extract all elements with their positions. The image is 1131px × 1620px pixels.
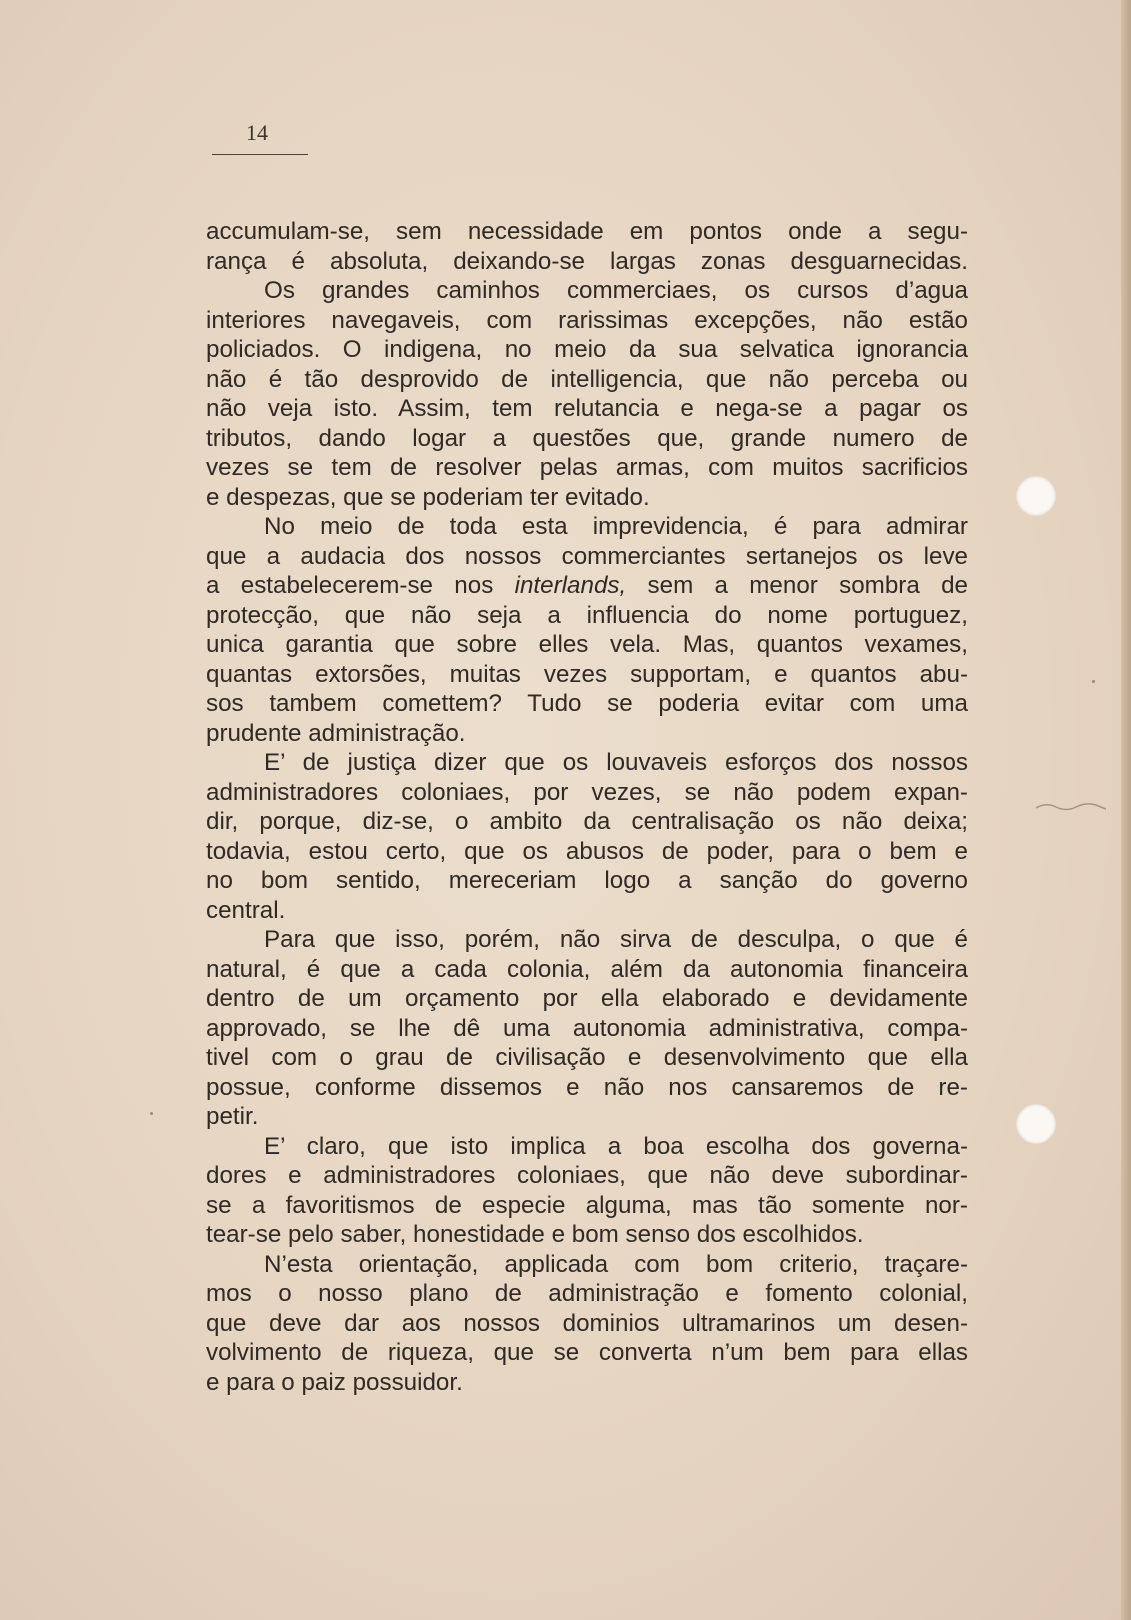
- text-line: accumulam-se, sem necessidade em pontos onde a segu-: [206, 218, 968, 245]
- paper-speck: [1092, 680, 1095, 683]
- punch-hole-bottom: [1016, 1104, 1056, 1144]
- punch-hole-top: [1016, 476, 1056, 516]
- page-number-rule: [212, 154, 308, 155]
- text-line: petir.: [206, 1103, 259, 1130]
- paper-speck: [150, 1112, 153, 1115]
- text-line: E’ claro, que isto implica a boa escolha dos governa-: [264, 1132, 968, 1160]
- body-text: [206, 217, 968, 1397]
- text-line: central.: [206, 896, 286, 924]
- text-line: administradores coloniaes, por vezes, se não podem expan-: [206, 778, 968, 806]
- text-line: volvimento de riqueza, que se converta n’um bem para ellas: [206, 1339, 968, 1366]
- text-segment: a estabelecerem-se nos: [206, 572, 515, 599]
- text-line: unica garantia que sobre elles vela. Mas, quantos vexames,: [206, 631, 968, 658]
- text-line: todavia, estou certo, que os abusos de poder, para o bem e: [206, 837, 968, 865]
- text-line: dentro de um orçamento por ella elaborado e devidamente: [206, 985, 968, 1012]
- text-line: vezes se tem de resolver pelas armas, com muitos sacrificios: [206, 454, 968, 481]
- text-line: dir, porque, diz-se, o ambito da centralisação os não deixa;: [206, 808, 968, 835]
- text-line: e para o paiz possuidor.: [206, 1368, 463, 1396]
- text-line: não é tão desprovido de intelligencia, que não perceba ou: [206, 365, 968, 393]
- text-line: e despezas, que se poderiam ter evitado.: [206, 483, 650, 511]
- text-line: que a audacia dos nossos commerciantes sertanejos os leve: [206, 542, 968, 570]
- text-line: se a favoritismos de especie alguma, mas tão somente nor-: [206, 1191, 968, 1219]
- text-line: protecção, que não seja a influencia do nome portuguez,: [206, 601, 968, 629]
- text-line: approvado, se lhe dê uma autonomia administrativa, compa-: [206, 1014, 968, 1042]
- text-line: não veja isto. Assim, tem relutancia e nega-se a pagar os: [206, 395, 968, 422]
- text-line: prudente administração.: [206, 719, 466, 747]
- text-line: interiores navegaveis, com rarissimas excepções, não estão: [206, 306, 968, 334]
- text-line: Os grandes caminhos commerciaes, os cursos d’agua: [264, 277, 968, 304]
- text-line: que deve dar aos nossos dominios ultramarinos um desen-: [206, 1309, 968, 1337]
- paper-smudge: [1036, 800, 1106, 814]
- text-line: tivel com o grau de civilisação e desenvolvimento que ella: [206, 1044, 968, 1071]
- text-line: tear-se pelo saber, honestidade e bom senso dos escolhidos.: [206, 1221, 864, 1248]
- page-edge: [1121, 0, 1131, 1620]
- text-line: sos tambem comettem? Tudo se poderia evitar com uma: [206, 690, 968, 717]
- text-line: N’esta orientação, applicada com bom criterio, traçare-: [264, 1250, 968, 1278]
- page-number: 14: [246, 120, 268, 145]
- text-line: E’ de justiça dizer que os louvaveis esforços dos nossos: [264, 749, 968, 776]
- italic-term: interlands,: [514, 572, 627, 599]
- text-line: dores e administradores coloniaes, que não deve subordinar-: [206, 1162, 968, 1189]
- text-line: [206, 571, 968, 601]
- text-segment: sem a menor sombra de: [626, 572, 968, 599]
- text-line: No meio de toda esta imprevidencia, é para admirar: [264, 513, 968, 540]
- text-line: tributos, dando logar a questões que, grande numero de: [206, 424, 968, 452]
- text-line: Para que isso, porém, não sirva de desculpa, o que é: [264, 926, 968, 953]
- text-line: policiados. O indigena, no meio da sua selvatica ignorancia: [206, 336, 968, 363]
- text-line: no bom sentido, mereceriam logo a sanção do governo: [206, 867, 968, 894]
- text-line: natural, é que a cada colonia, além da autonomia financeira: [206, 955, 968, 983]
- text-line: quantas extorsões, muitas vezes supportam, e quantos abu-: [206, 660, 968, 688]
- text-line: mos o nosso plano de administração e fomento colonial,: [206, 1280, 968, 1307]
- text-line: rança é absoluta, deixando-se largas zonas desguarnecidas.: [206, 247, 968, 275]
- text-line: possue, conforme dissemos e não nos cansaremos de re-: [206, 1073, 968, 1101]
